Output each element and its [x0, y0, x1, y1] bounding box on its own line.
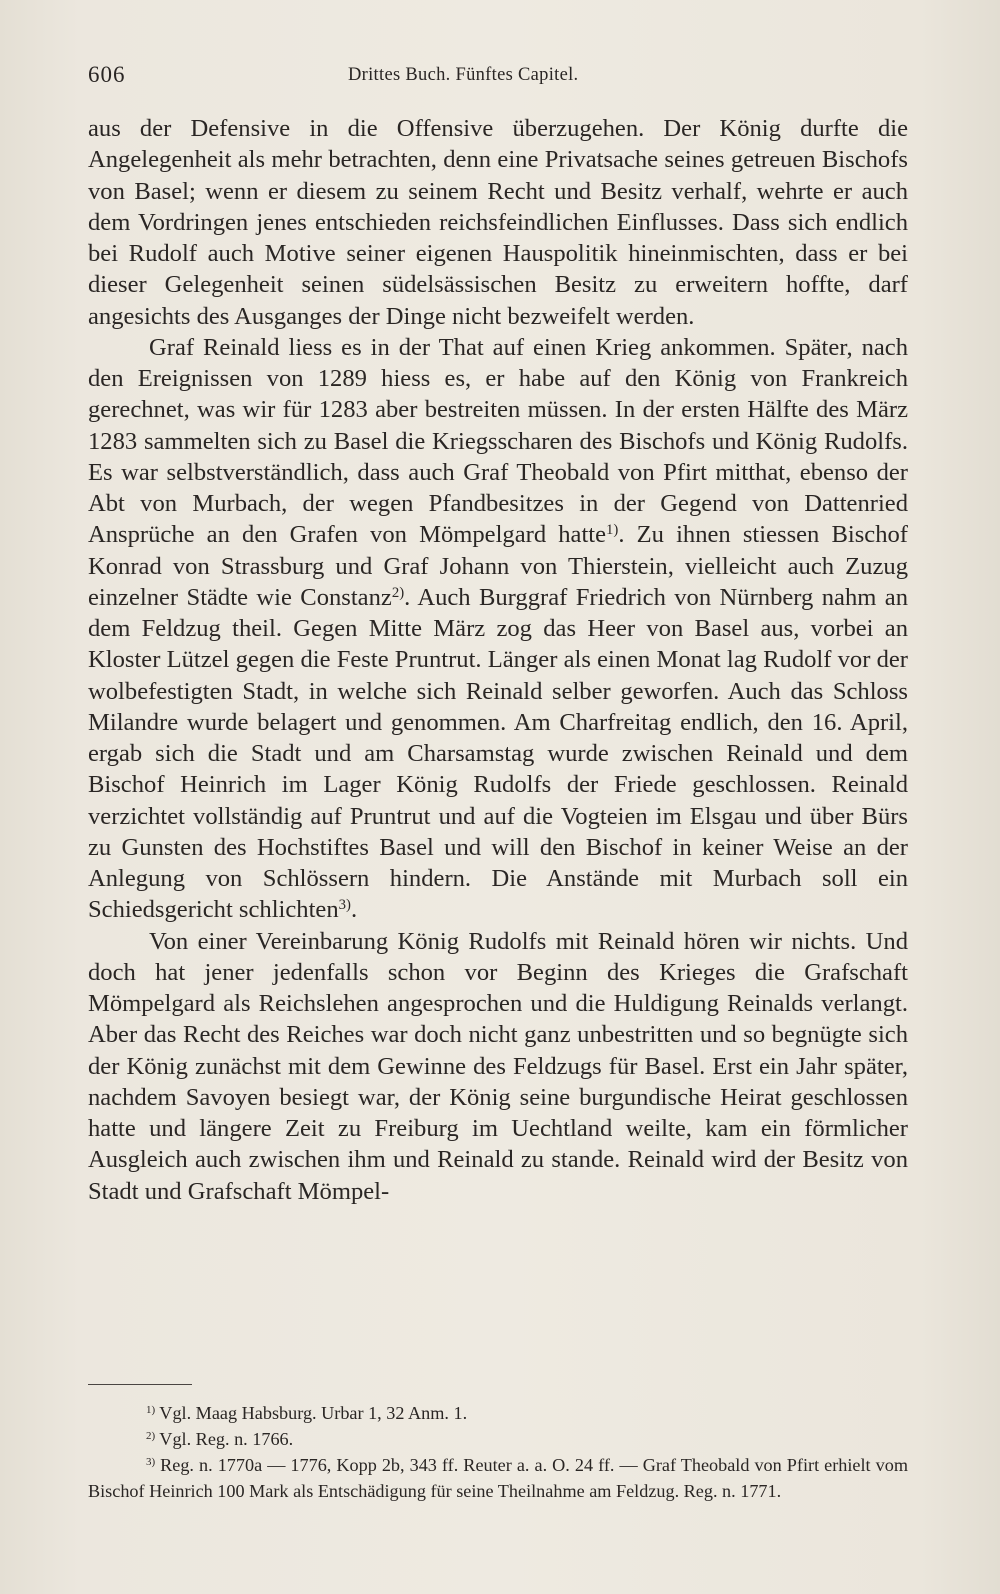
footnote-divider	[88, 1384, 192, 1385]
footnotes	[88, 1400, 908, 1504]
footnote-1	[88, 1400, 908, 1426]
footnote-marker: 1)	[146, 1404, 156, 1416]
footnote-marker: 2)	[146, 1430, 156, 1442]
paragraph-2	[88, 332, 908, 926]
footnote-3	[88, 1452, 908, 1504]
footnote-ref-1: 1)	[606, 522, 619, 539]
footnote-text: Vgl. Maag Habsburg. Urbar 1, 32 Anm. 1.	[155, 1403, 468, 1423]
paragraph-3	[88, 926, 908, 1207]
footnote-2	[88, 1426, 908, 1452]
footnote-ref-2: 2)	[391, 584, 405, 601]
footnote-text: Vgl. Reg. n. 1766.	[155, 1429, 294, 1449]
paragraph-text: aus der Defensive in die Offensive überzugehen. Der König durfte die Angelegenheit als mehr betrachten, denn eine Privatsache seines getreuen Bischofs von Basel; wenn er diesem zu seinem Recht und Besitz verhalf, wehrte er auch dem Vordringen jenes entschieden reichsfeindlichen Einflusses. Dass sich endlich bei Rudolf auch Motive seiner eigenen Hauspolitik hineinmischten, dass er bei dieser Gelegenheit seinen südelsässischen Besitz zu erweitern hoffte, darf angesichts des Ausganges der Dinge nicht bezweifelt werden.	[88, 115, 908, 330]
paragraph-text: . Zu ihnen stiessen Bischof Konrad von Strassburg und Graf Johann von Thierstein, vielleicht auch Zuzug einzelner Städte wie Constanz	[88, 521, 908, 611]
footnote-text: Reg. n. 1770a — 1776, Kopp 2b, 343 ff. Reuter a. a. O. 24 ff. — Graf Theobald von Pfirt erhielt vom Bischof Heinrich 100 Mark als Entschädigung für seine Theilnahme am Feldzug. Reg. n. 1771.	[88, 1455, 908, 1501]
footnote-marker: 3)	[146, 1456, 156, 1468]
paragraph-text: . Auch Burggraf Friedrich von Nürnberg nahm an dem Feldzug theil. Gegen Mitte März zog das Heer von Basel aus, vorbei an Kloster Lützel gegen die Feste Pruntrut. Länger als einen Monat lag Rudolf vor der wolbefestigten Stadt, in welche sich Reinald selber geworfen. Auch das Schloss Milandre wurde belagert und genommen. Am Charfreitag endlich, den 16. April, ergab sich die Stadt und am Charsamstag wurde zwischen Reinald und dem Bischof Heinrich im Lager König Rudolfs der Friede geschlossen. Reinald verzichtet vollständig auf Pruntrut und auf die Vogteien im Elsgau und über Bürs zu Gunsten des Hochstiftes Basel und will den Bischof in keiner Weise an der Anlegung von Schlössern hindern. Die Anstände mit Murbach soll ein Schiedsgericht schlichten	[88, 583, 908, 924]
footnote-ref-3: 3)	[338, 897, 351, 914]
running-title: Drittes Buch. Fünftes Capitel.	[348, 65, 579, 85]
page-header	[88, 62, 908, 92]
paragraph-1	[88, 113, 908, 332]
page-number: 606	[88, 62, 126, 87]
paragraph-text: Von einer Vereinbarung König Rudolfs mit Reinald hören wir nichts. Und doch hat jener jedenfalls schon vor Beginn des Krieges die Grafschaft Mömpelgard als Reichslehen angesprochen und die Huldigung Reinalds verlangt. Aber das Recht des Reiches war doch nicht ganz unbestritten und so begnügte sich der König zunächst mit dem Gewinne des Feldzugs für Basel. Erst ein Jahr später, nachdem Savoyen besiegt war, der König seine burgundische Heirat geschlossen hatte und längere Zeit zu Freiburg im Uechtland weilte, kam ein förmlicher Ausgleich auch zwischen ihm und Reinald zu stande. Reinald wird der Besitz von Stadt und Grafschaft Mömpel-	[88, 927, 908, 1205]
body-text	[88, 113, 908, 1207]
paragraph-text: .	[350, 896, 358, 924]
paragraph-text: Graf Reinald liess es in der That auf einen Krieg ankommen. Später, nach den Ereignissen von 1289 hiess es, er habe auf den König von Frankreich gerechnet, was wir für 1283 aber bestreiten müssen. In der ersten Hälfte des März 1283 sammelten sich zu Basel die Kriegsscharen des Bischofs und König Rudolfs. Es war selbstverständlich, dass auch Graf Theobald von Pfirt mitthat, ebenso der Abt von Murbach, der wegen Pfandbesitzes in der Gegend von Dattenried Ansprüche an den Grafen von Mömpelgard hatte	[88, 333, 908, 549]
